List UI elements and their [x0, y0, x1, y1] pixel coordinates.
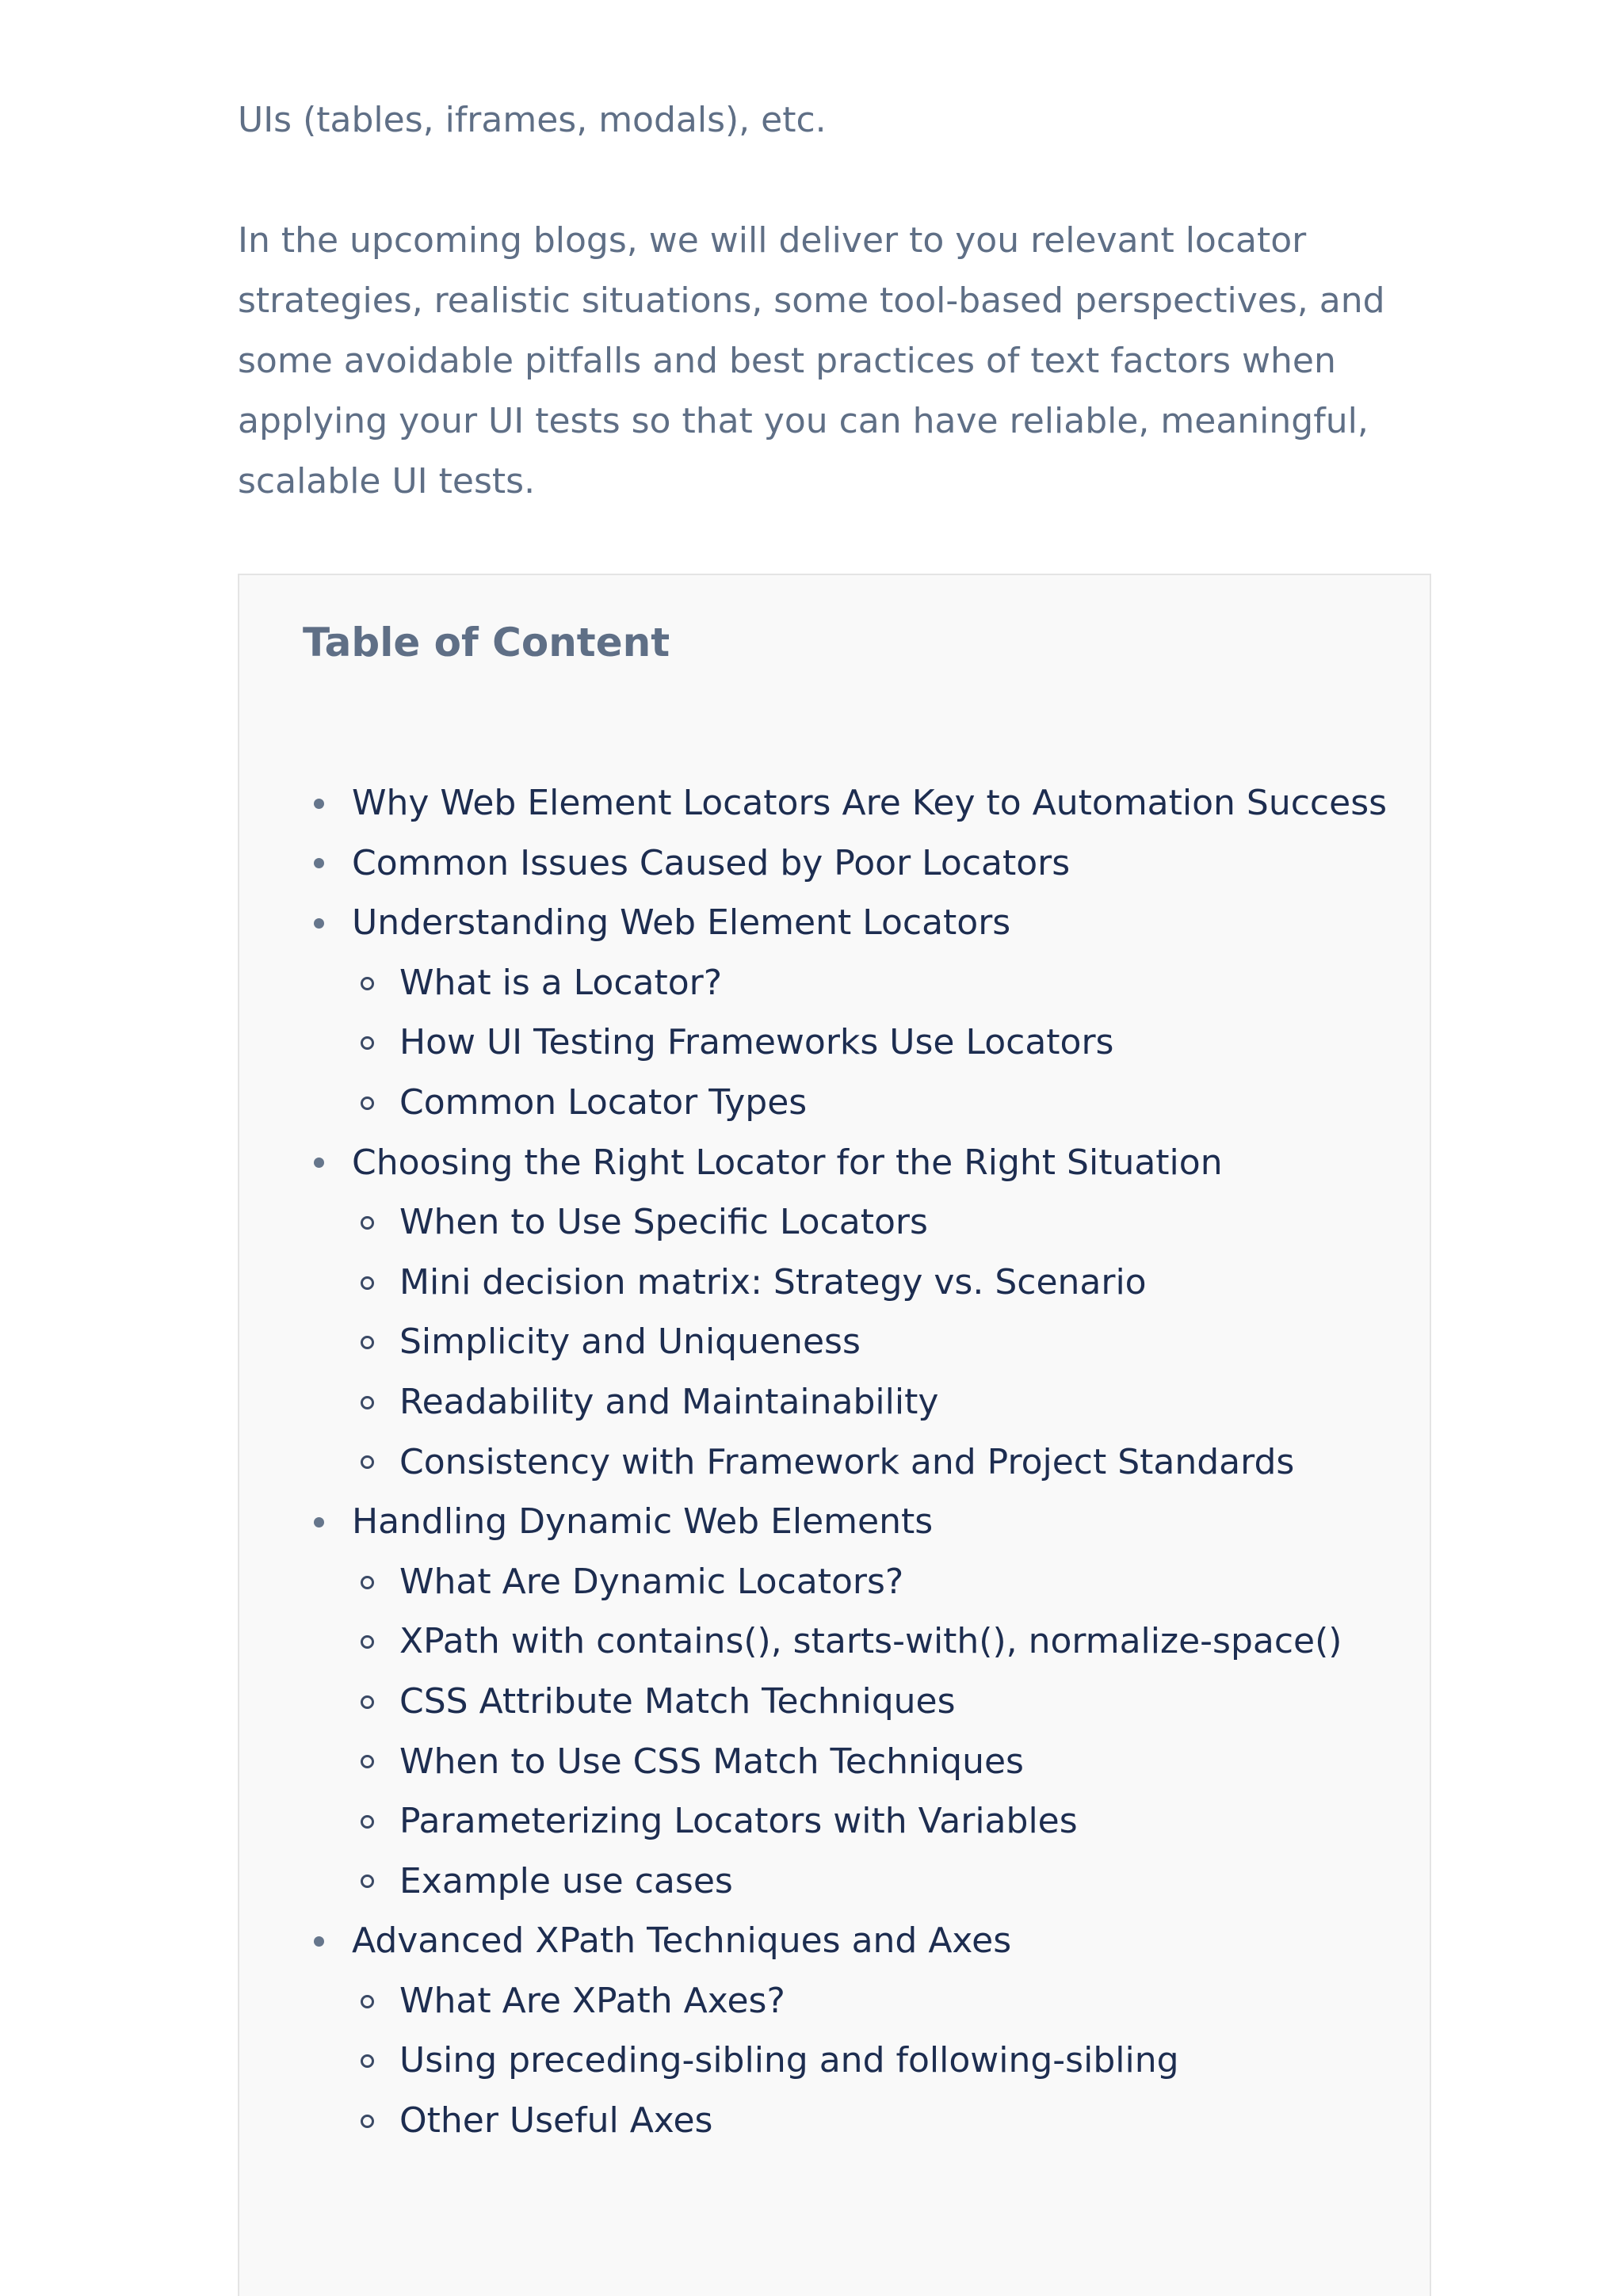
toc-item — [303, 1372, 1412, 1432]
toc-link[interactable]: Mini decision matrix: Strategy vs. Scenario — [399, 1261, 1147, 1302]
toc-link[interactable]: Other Useful Axes — [399, 2100, 713, 2142]
toc-title: Table of Content — [303, 620, 670, 666]
upcoming-blogs-paragraph: In the upcoming blogs, we will deliver to you relevant locator strategies, realistic situations, some tool-based perspectives, and some avoidable pitfalls and best practices of text factors when applying your UI tests so that you can have reliable, meaningful, scalable UI tests. — [238, 220, 1385, 502]
toc-link[interactable]: CSS Attribute Match Techniques — [399, 1680, 956, 1722]
toc-link[interactable]: What is a Locator? — [399, 962, 723, 1003]
circle-bullet-icon — [361, 1695, 374, 1709]
toc-link[interactable]: When to Use CSS Match Techniques — [399, 1741, 1024, 1782]
circle-bullet-icon — [361, 1396, 374, 1409]
toc-item — [303, 1732, 1412, 1792]
toc-item — [303, 773, 1412, 833]
toc-link[interactable]: XPath with contains(), starts-with(), normalize-space() — [399, 1621, 1342, 1662]
disc-bullet-icon — [314, 918, 324, 929]
toc-link[interactable]: Choosing the Right Locator for the Right Situation — [352, 1142, 1223, 1183]
toc-item — [303, 1971, 1412, 2031]
circle-bullet-icon — [361, 1815, 374, 1829]
toc-item — [303, 953, 1412, 1013]
toc-item — [303, 1312, 1412, 1372]
circle-bullet-icon — [361, 1995, 374, 2008]
toc-link[interactable]: Using preceding-sibling and following-sibling — [399, 2040, 1179, 2081]
circle-bullet-icon — [361, 1875, 374, 1888]
circle-bullet-icon — [361, 1097, 374, 1110]
toc-item — [303, 1911, 1412, 1971]
toc-item — [303, 1672, 1412, 1732]
toc-link[interactable]: Understanding Web Element Locators — [352, 902, 1011, 944]
toc-item — [303, 1852, 1412, 1912]
toc-link[interactable]: Simplicity and Uniqueness — [399, 1322, 861, 1363]
toc-item — [303, 1192, 1412, 1253]
toc-item — [303, 893, 1412, 953]
toc-link[interactable]: Why Web Element Locators Are Key to Automation Success — [352, 783, 1388, 823]
toc-link[interactable]: When to Use Specific Locators — [399, 1202, 928, 1243]
disc-bullet-icon — [314, 1517, 324, 1527]
circle-bullet-icon — [361, 977, 374, 990]
disc-bullet-icon — [314, 1936, 324, 1947]
toc-link[interactable]: Parameterizing Locators with Variables — [399, 1801, 1078, 1842]
toc-item — [303, 1492, 1412, 1552]
toc-link[interactable]: Advanced XPath Techniques and Axes — [352, 1920, 1012, 1962]
disc-bullet-icon — [314, 1158, 324, 1168]
toc-link[interactable]: Common Locator Types — [399, 1081, 808, 1123]
disc-bullet-icon — [314, 858, 324, 868]
toc-item — [303, 1791, 1412, 1852]
toc-item — [303, 1073, 1412, 1133]
toc-link[interactable]: Consistency with Framework and Project Standards — [399, 1441, 1295, 1482]
circle-bullet-icon — [361, 2054, 374, 2068]
toc-link[interactable]: Handling Dynamic Web Elements — [352, 1501, 934, 1543]
toc-link[interactable]: What Are Dynamic Locators? — [399, 1561, 904, 1602]
toc-item — [303, 833, 1412, 894]
toc-link[interactable]: How UI Testing Frameworks Use Locators — [399, 1022, 1114, 1063]
toc-link[interactable]: What Are XPath Axes? — [399, 1980, 785, 2021]
circle-bullet-icon — [361, 2115, 374, 2128]
table-of-content — [238, 574, 1431, 2296]
toc-link[interactable]: Readability and Maintainability — [399, 1381, 939, 1422]
toc-item — [303, 1611, 1412, 1672]
toc-item — [303, 1432, 1412, 1493]
toc-item — [303, 2031, 1412, 2091]
toc-link[interactable]: Example use cases — [399, 1860, 733, 1901]
circle-bullet-icon — [361, 1036, 374, 1050]
circle-bullet-icon — [361, 1635, 374, 1649]
circle-bullet-icon — [361, 1276, 374, 1290]
intro-paragraph-fragment: UIs (tables, iframes, modals), etc. — [238, 100, 827, 140]
toc-item — [303, 1133, 1412, 1193]
toc-item — [303, 1013, 1412, 1073]
toc-link[interactable]: Common Issues Caused by Poor Locators — [352, 842, 1071, 883]
toc-item — [303, 1552, 1412, 1612]
toc-list — [303, 773, 1412, 2151]
disc-bullet-icon — [314, 799, 324, 809]
circle-bullet-icon — [361, 1455, 374, 1469]
circle-bullet-icon — [361, 1576, 374, 1589]
toc-item — [303, 2091, 1412, 2151]
circle-bullet-icon — [361, 1755, 374, 1768]
toc-item — [303, 1253, 1412, 1313]
circle-bullet-icon — [361, 1336, 374, 1349]
circle-bullet-icon — [361, 1216, 374, 1230]
